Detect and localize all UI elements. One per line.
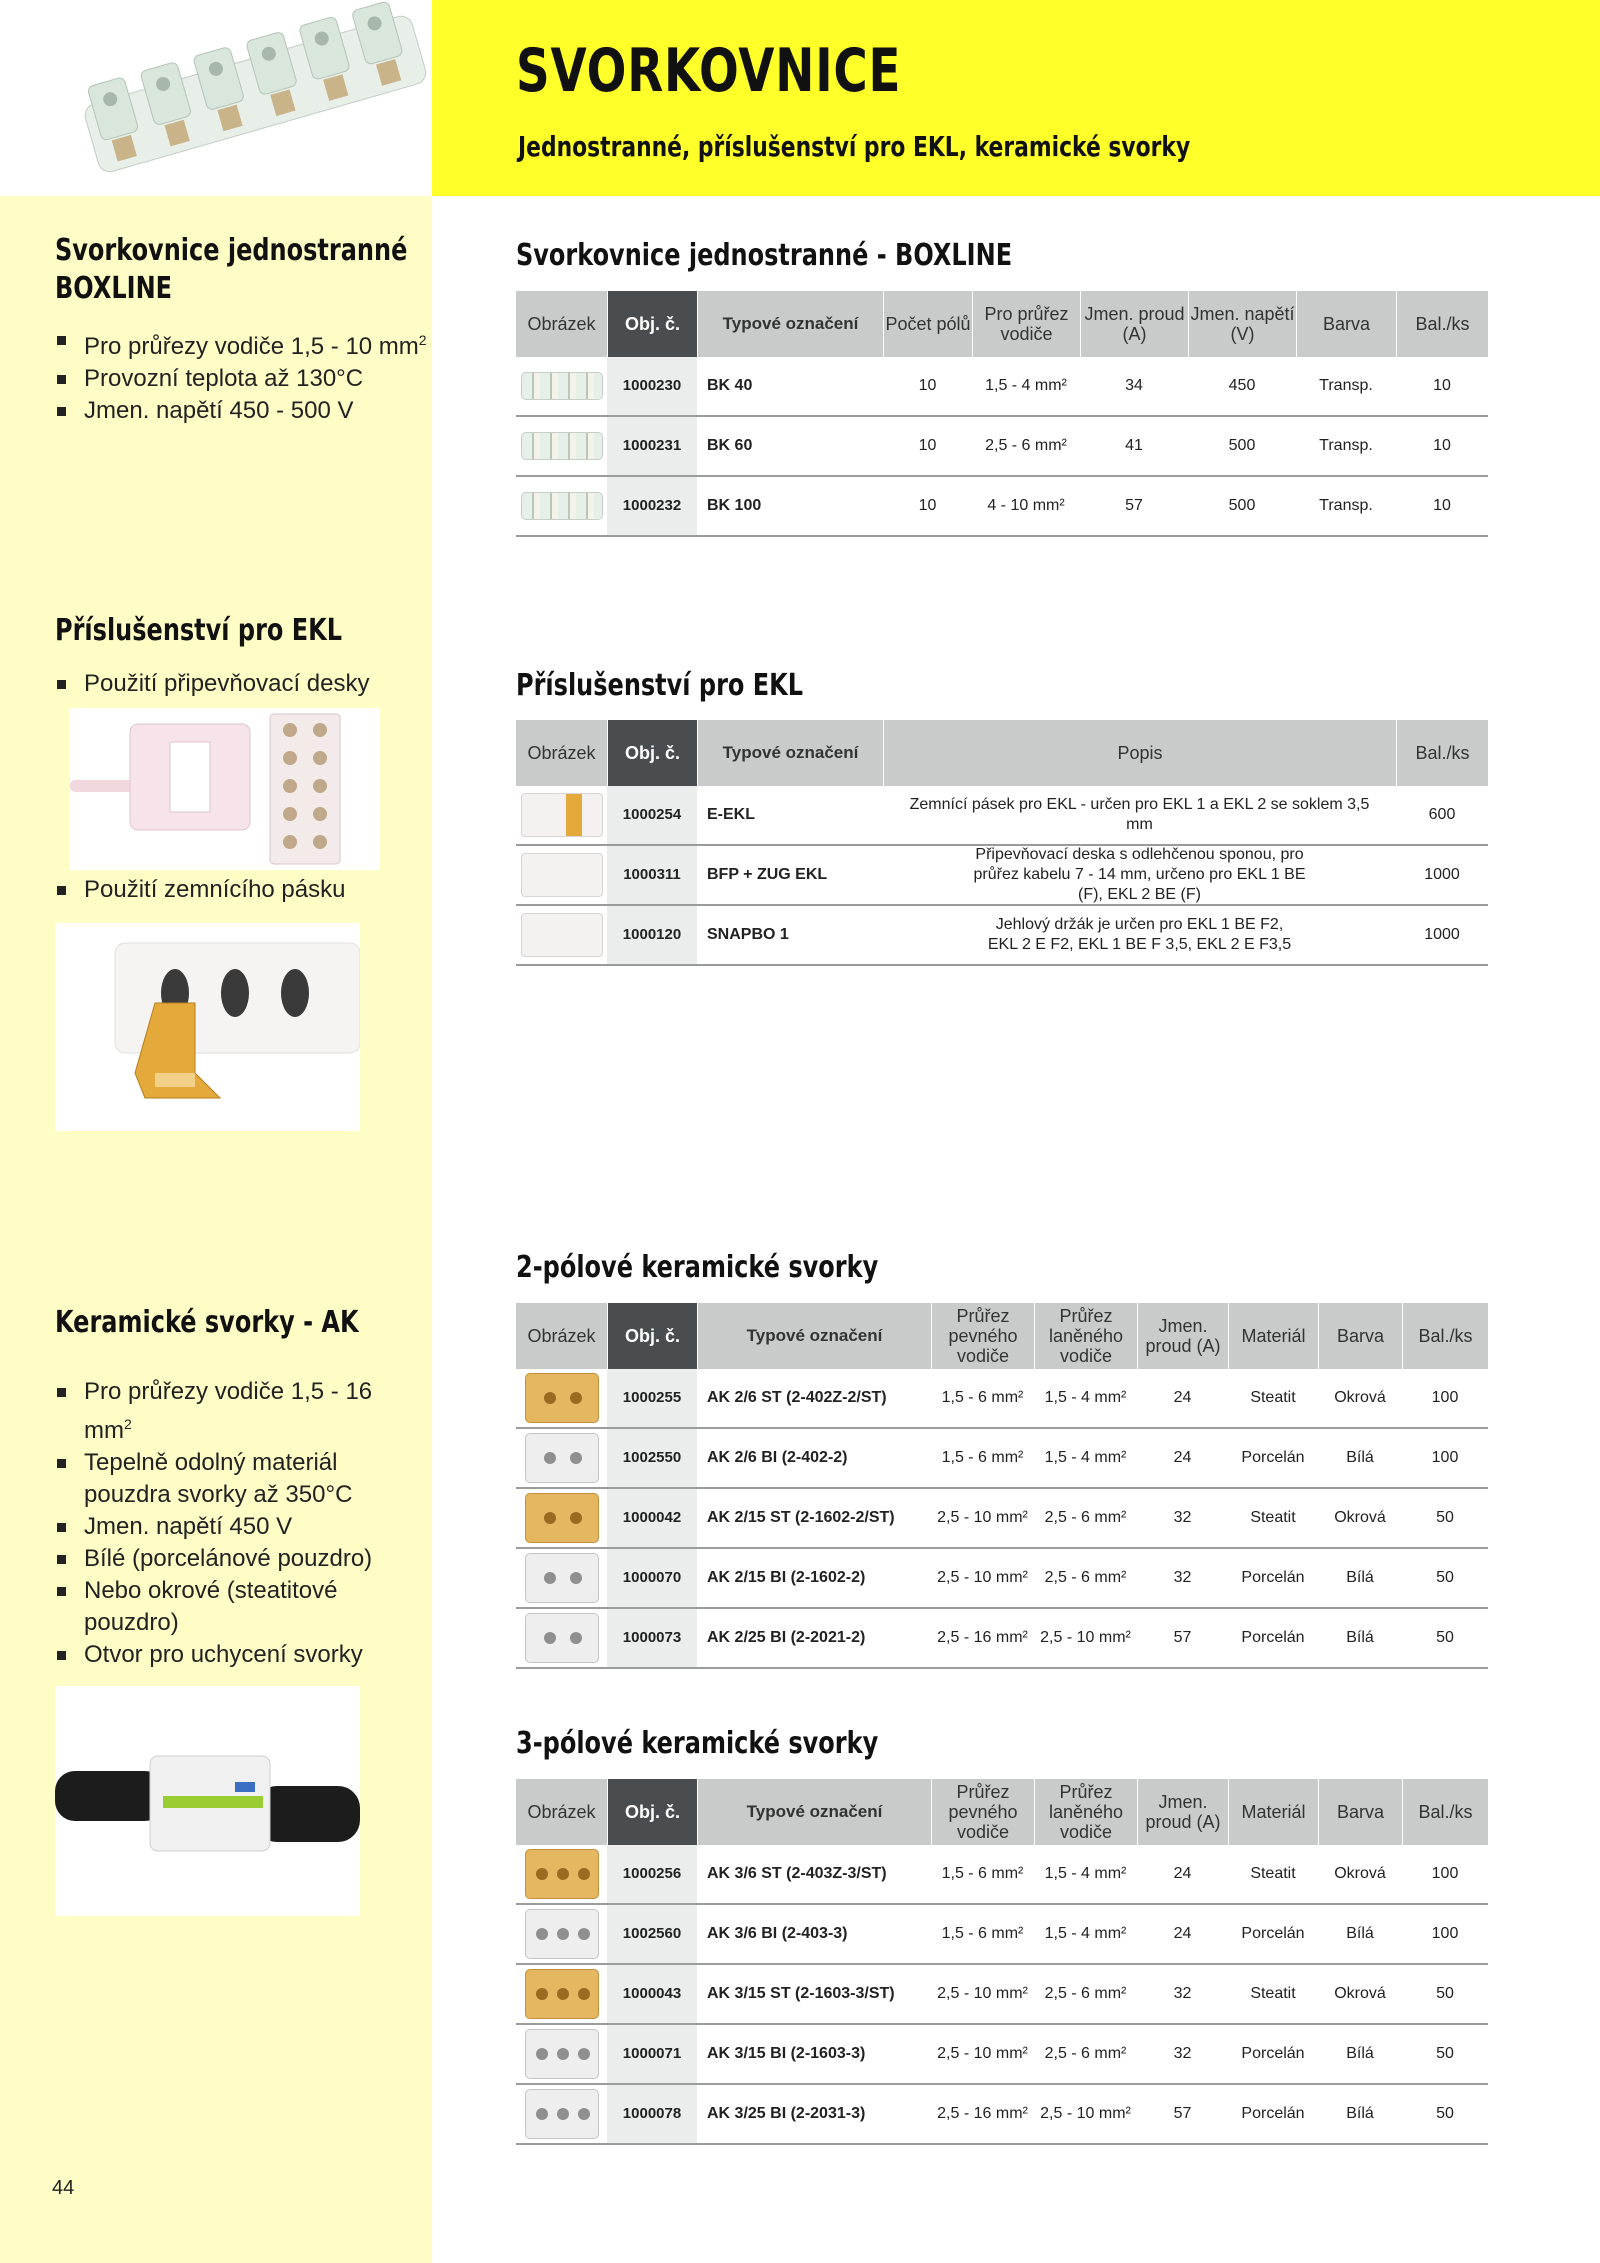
pack-quantity: 10 [1433, 377, 1451, 394]
column-header: Typové označení [697, 1779, 931, 1845]
column-header: Materiál [1228, 1779, 1318, 1845]
table-ak3 [516, 1779, 1488, 2145]
product-thumbnail [516, 417, 607, 475]
order-number: 1002550 [607, 1429, 697, 1487]
pack-quantity: 10 [1433, 437, 1451, 454]
table-ekl [516, 720, 1488, 966]
sidebar-heading-line: Svorkovnice jednostranné [55, 233, 408, 268]
product-thumbnail [516, 1845, 607, 1903]
material: Porcelán [1241, 2045, 1305, 2062]
column-header: Popis [883, 720, 1396, 786]
material: Porcelán [1241, 1449, 1305, 1466]
wire-section: 1,5 - 4 mm² [985, 377, 1067, 394]
column-header: Obj. č. [607, 291, 697, 357]
description: Jehlový držák je určen pro EKL 1 BE F2, EKL 2 E F2, EKL 1 BE F 3,5, EKL 2 E F3,5 [987, 916, 1292, 953]
table-row [516, 1429, 1488, 1489]
pack-quantity: 50 [1436, 1509, 1454, 1526]
wire-section: 2,5 - 6 mm² [985, 437, 1067, 454]
order-number: 1000311 [607, 846, 697, 904]
table-row [516, 357, 1488, 417]
color: Transp. [1319, 377, 1373, 394]
column-header: Barva [1318, 1779, 1402, 1845]
product-thumbnail [516, 1489, 607, 1547]
stranded-wire-section: 2,5 - 6 mm² [1044, 2045, 1127, 2062]
table-row [516, 786, 1488, 846]
color: Okrová [1334, 1389, 1386, 1406]
table-row [516, 1905, 1488, 1965]
column-header: Typové označení [697, 720, 883, 786]
stranded-wire-section: 2,5 - 10 mm² [1040, 2105, 1131, 2122]
color: Bílá [1346, 1925, 1374, 1942]
column-header: Jmen. proud (A) [1137, 1303, 1228, 1369]
description: Zemnící pásek pro EKL - určen pro EKL 1 a EKL 2 se soklem 3,5 mm [909, 796, 1370, 833]
column-header: Bal./ks [1402, 1303, 1488, 1369]
section-title-ak2: 2-pólové keramické svorky [516, 1250, 879, 1285]
rated-voltage: 450 [1228, 377, 1256, 394]
type-designation: AK 2/25 BI (2-2021-2) [707, 1629, 866, 1646]
type-designation: AK 2/6 ST (2-402Z-2/ST) [707, 1389, 887, 1406]
solid-wire-section: 1,5 - 6 mm² [941, 1925, 1024, 1942]
column-header: Obrázek [527, 1802, 596, 1822]
sidebar-heading-boxline [55, 232, 407, 308]
solid-wire-section: 2,5 - 10 mm² [937, 1509, 1028, 1526]
type-designation: BK 60 [707, 437, 753, 454]
material: Porcelán [1241, 1629, 1305, 1646]
pack-quantity: 100 [1431, 1449, 1459, 1466]
page-title: SVORKOVNICE [516, 36, 902, 106]
mounting-plate-illustration [70, 708, 380, 870]
rated-current: 57 [1173, 1629, 1192, 1646]
rated-current: 32 [1173, 2045, 1192, 2062]
type-designation: AK 3/25 BI (2-2031-3) [707, 2105, 866, 2122]
order-number: 1000255 [607, 1369, 697, 1427]
solid-wire-section: 2,5 - 16 mm² [937, 1629, 1028, 1646]
column-header: Obrázek [527, 1326, 596, 1346]
grounding-strip-illustration [55, 923, 360, 1131]
product-thumbnail [516, 786, 607, 844]
rated-voltage: 500 [1228, 437, 1256, 454]
pack-quantity: 10 [1433, 497, 1451, 514]
product-thumbnail [516, 1965, 607, 2023]
list-item-text: Pro průřezy vodiče 1,5 - 10 mm [84, 333, 419, 360]
column-header: Barva [1318, 1303, 1402, 1369]
column-header: Typové označení [697, 291, 883, 357]
superscript: 2 [418, 332, 427, 348]
terminal-strip-illustration [0, 0, 432, 196]
pole-count: 10 [918, 497, 937, 514]
table-row [516, 2025, 1488, 2085]
column-header: Bal./ks [1396, 720, 1488, 786]
table-row [516, 2085, 1488, 2145]
list-item-text: Pro průřezy vodiče 1,5 - 16 mm [84, 1378, 373, 1444]
type-designation: BK 40 [707, 377, 753, 394]
column-header: Obj. č. [607, 1303, 697, 1369]
sidebar-heading-ak: Keramické svorky - AK [55, 1305, 359, 1340]
order-number: 1000120 [607, 906, 697, 964]
type-designation: AK 2/15 ST (2-1602-2/ST) [707, 1509, 895, 1526]
color: Bílá [1346, 1629, 1374, 1646]
stranded-wire-section: 2,5 - 10 mm² [1040, 1629, 1131, 1646]
column-header: Barva [1296, 291, 1396, 357]
pack-quantity: 50 [1436, 1569, 1454, 1586]
order-number: 1000043 [607, 1965, 697, 2023]
product-thumbnail [516, 1905, 607, 1963]
rated-current: 41 [1125, 437, 1143, 454]
order-number: 1000231 [607, 417, 697, 475]
section-title-boxline: Svorkovnice jednostranné - BOXLINE [516, 238, 1013, 273]
sidebar-list-ak [55, 1376, 415, 1671]
column-header: Bal./ks [1396, 291, 1488, 357]
type-designation: AK 3/15 BI (2-1603-3) [707, 2045, 866, 2062]
list-item: Nebo okrové (steatitové pouzdro) [55, 1575, 415, 1639]
order-number: 1000256 [607, 1845, 697, 1903]
list-item: Jmen. napětí 450 - 500 V [55, 395, 427, 427]
description: Připevňovací deska s odlehčenou sponou, pro průřez kabelu 7 - 14 mm, určeno pro EKL 1 BE (F), EKL 2 BE (F) [973, 846, 1306, 903]
color: Bílá [1346, 1569, 1374, 1586]
solid-wire-section: 1,5 - 6 mm² [941, 1449, 1024, 1466]
product-thumbnail [516, 1369, 607, 1427]
pack-quantity: 50 [1436, 2045, 1454, 2062]
list-item [55, 324, 427, 363]
type-designation: SNAPBO 1 [707, 926, 789, 943]
sidebar-heading-line: BOXLINE [55, 271, 173, 306]
pack-quantity: 100 [1431, 1925, 1459, 1942]
order-number: 1000230 [607, 357, 697, 415]
table-header [516, 1303, 1488, 1369]
column-header: Typové označení [697, 1303, 931, 1369]
table-row [516, 477, 1488, 537]
type-designation: BK 100 [707, 497, 762, 514]
type-designation: AK 3/15 ST (2-1603-3/ST) [707, 1985, 895, 2002]
list-item: Tepelně odolný materiál pouzdra svorky až 350°C [55, 1447, 415, 1511]
column-header: Materiál [1228, 1303, 1318, 1369]
solid-wire-section: 2,5 - 16 mm² [937, 2105, 1028, 2122]
table-row [516, 1609, 1488, 1669]
stranded-wire-section: 1,5 - 4 mm² [1044, 1449, 1127, 1466]
rated-current: 24 [1173, 1389, 1192, 1406]
solid-wire-section: 2,5 - 10 mm² [937, 1569, 1028, 1586]
rated-voltage: 500 [1228, 497, 1256, 514]
column-header: Obj. č. [607, 1779, 697, 1845]
table-row [516, 846, 1488, 906]
solid-wire-section: 1,5 - 6 mm² [941, 1389, 1024, 1406]
order-number: 1000232 [607, 477, 697, 535]
product-thumbnail [516, 2085, 607, 2143]
solid-wire-section: 2,5 - 10 mm² [937, 2045, 1028, 2062]
material: Steatit [1250, 1985, 1296, 2002]
product-thumbnail [516, 1609, 607, 1667]
type-designation: AK 2/15 BI (2-1602-2) [707, 1569, 866, 1586]
color: Okrová [1334, 1865, 1386, 1882]
product-thumbnail [516, 906, 607, 964]
stranded-wire-section: 2,5 - 6 mm² [1044, 1509, 1127, 1526]
product-thumbnail [516, 1549, 607, 1607]
column-header: Obj. č. [607, 720, 697, 786]
table-row [516, 1369, 1488, 1429]
column-header: Obrázek [527, 314, 596, 334]
rated-current: 57 [1125, 497, 1143, 514]
type-designation: AK 3/6 ST (2-403Z-3/ST) [707, 1865, 887, 1882]
color: Bílá [1346, 1449, 1374, 1466]
table-boxline [516, 291, 1488, 537]
material: Porcelán [1241, 1569, 1305, 1586]
column-header: Průřez laněného vodiče [1034, 1779, 1137, 1845]
page-number: 44 [52, 2177, 75, 2199]
color: Okrová [1334, 1985, 1386, 2002]
type-designation: BFP + ZUG EKL [707, 866, 828, 883]
product-thumbnail [516, 1429, 607, 1487]
order-number: 1000070 [607, 1549, 697, 1607]
column-header: Průřez pevného vodiče [931, 1779, 1034, 1845]
product-thumbnail [516, 477, 607, 535]
color: Bílá [1346, 2105, 1374, 2122]
color: Transp. [1319, 497, 1373, 514]
table-row [516, 1549, 1488, 1609]
color: Okrová [1334, 1509, 1386, 1526]
rated-current: 24 [1173, 1449, 1192, 1466]
stranded-wire-section: 2,5 - 6 mm² [1044, 1569, 1127, 1586]
stranded-wire-section: 1,5 - 4 mm² [1044, 1865, 1127, 1882]
table-row [516, 1489, 1488, 1549]
material: Porcelán [1241, 1925, 1305, 1942]
column-header: Bal./ks [1402, 1779, 1488, 1845]
table-row [516, 1845, 1488, 1905]
section-title-ekl: Příslušenství pro EKL [516, 668, 804, 703]
solid-wire-section: 1,5 - 6 mm² [941, 1865, 1024, 1882]
pack-quantity: 50 [1436, 1985, 1454, 2002]
order-number: 1000078 [607, 2085, 697, 2143]
rated-current: 32 [1173, 1509, 1192, 1526]
order-number: 1002560 [607, 1905, 697, 1963]
section-title-ak3: 3-pólové keramické svorky [516, 1726, 879, 1761]
hero-terminal-strip-photo [0, 0, 432, 196]
product-thumbnail [516, 846, 607, 904]
color: Bílá [1346, 2045, 1374, 2062]
rated-current: 24 [1173, 1925, 1192, 1942]
column-header: Jmen. napětí (V) [1188, 291, 1296, 357]
table-row [516, 906, 1488, 966]
list-item: Provozní teplota až 130°C [55, 363, 427, 395]
type-designation: AK 2/6 BI (2-402-2) [707, 1449, 848, 1466]
type-designation: E-EKL [707, 806, 755, 823]
pack-quantity: 600 [1428, 806, 1456, 823]
pack-quantity: 100 [1431, 1865, 1459, 1882]
product-thumbnail [516, 357, 607, 415]
pack-quantity: 50 [1436, 2105, 1454, 2122]
pack-quantity: 50 [1436, 1629, 1454, 1646]
table-ak2 [516, 1303, 1488, 1669]
rated-current: 57 [1173, 2105, 1192, 2122]
order-number: 1000071 [607, 2025, 697, 2083]
column-header: Obrázek [527, 743, 596, 763]
list-item: Otvor pro uchycení svorky [55, 1639, 415, 1671]
color: Transp. [1319, 437, 1373, 454]
column-header: Jmen. proud (A) [1080, 291, 1188, 357]
stranded-wire-section: 1,5 - 4 mm² [1044, 1389, 1127, 1406]
material: Steatit [1250, 1509, 1296, 1526]
pole-count: 10 [918, 377, 937, 394]
column-header: Průřez pevného vodiče [931, 1303, 1034, 1369]
material: Steatit [1250, 1389, 1296, 1406]
column-header: Počet pólů [883, 291, 972, 357]
rated-current: 32 [1173, 1985, 1192, 2002]
list-item: Bílé (porcelánové pouzdro) [55, 1543, 415, 1575]
material: Steatit [1250, 1865, 1296, 1882]
order-number: 1000254 [607, 786, 697, 844]
ceramic-terminal-cable-photo [55, 1686, 360, 1916]
solid-wire-section: 2,5 - 10 mm² [937, 1985, 1028, 2002]
order-number: 1000042 [607, 1489, 697, 1547]
list-item: Použití zemnícího pásku [55, 874, 345, 906]
superscript: 2 [123, 1416, 132, 1432]
column-header: Jmen. proud (A) [1137, 1779, 1228, 1845]
rated-current: 32 [1173, 1569, 1192, 1586]
sidebar-list-boxline [55, 324, 427, 427]
pack-quantity: 1000 [1424, 926, 1460, 943]
type-designation: AK 3/6 BI (2-403-3) [707, 1925, 848, 1942]
ceramic-cable-illustration [55, 1686, 360, 1916]
order-number: 1000073 [607, 1609, 697, 1667]
stranded-wire-section: 1,5 - 4 mm² [1044, 1925, 1127, 1942]
product-thumbnail [516, 2025, 607, 2083]
sidebar-heading-ekl: Příslušenství pro EKL [55, 613, 343, 648]
table-row [516, 1965, 1488, 2025]
table-header [516, 1779, 1488, 1845]
rated-current: 24 [1173, 1865, 1192, 1882]
mounting-plate-photo [70, 708, 380, 870]
list-item [55, 1376, 415, 1447]
page-subtitle: Jednostranné, příslušenství pro EKL, keramické svorky [518, 130, 1191, 163]
list-item: Jmen. napětí 450 V [55, 1511, 415, 1543]
table-header [516, 720, 1488, 786]
rated-current: 34 [1125, 377, 1143, 394]
sidebar-list-ekl-2 [55, 874, 345, 906]
grounding-strip-photo [55, 923, 360, 1131]
pack-quantity: 100 [1431, 1389, 1459, 1406]
list-item: Použití připevňovací desky [55, 668, 369, 700]
sidebar-list-ekl [55, 668, 369, 700]
pack-quantity: 1000 [1424, 866, 1460, 883]
table-row [516, 417, 1488, 477]
column-header: Pro průřez vodiče [972, 291, 1080, 357]
stranded-wire-section: 2,5 - 6 mm² [1044, 1985, 1127, 2002]
column-header: Průřez laněného vodiče [1034, 1303, 1137, 1369]
table-header [516, 291, 1488, 357]
wire-section: 4 - 10 mm² [987, 497, 1065, 514]
pole-count: 10 [918, 437, 937, 454]
material: Porcelán [1241, 2105, 1305, 2122]
